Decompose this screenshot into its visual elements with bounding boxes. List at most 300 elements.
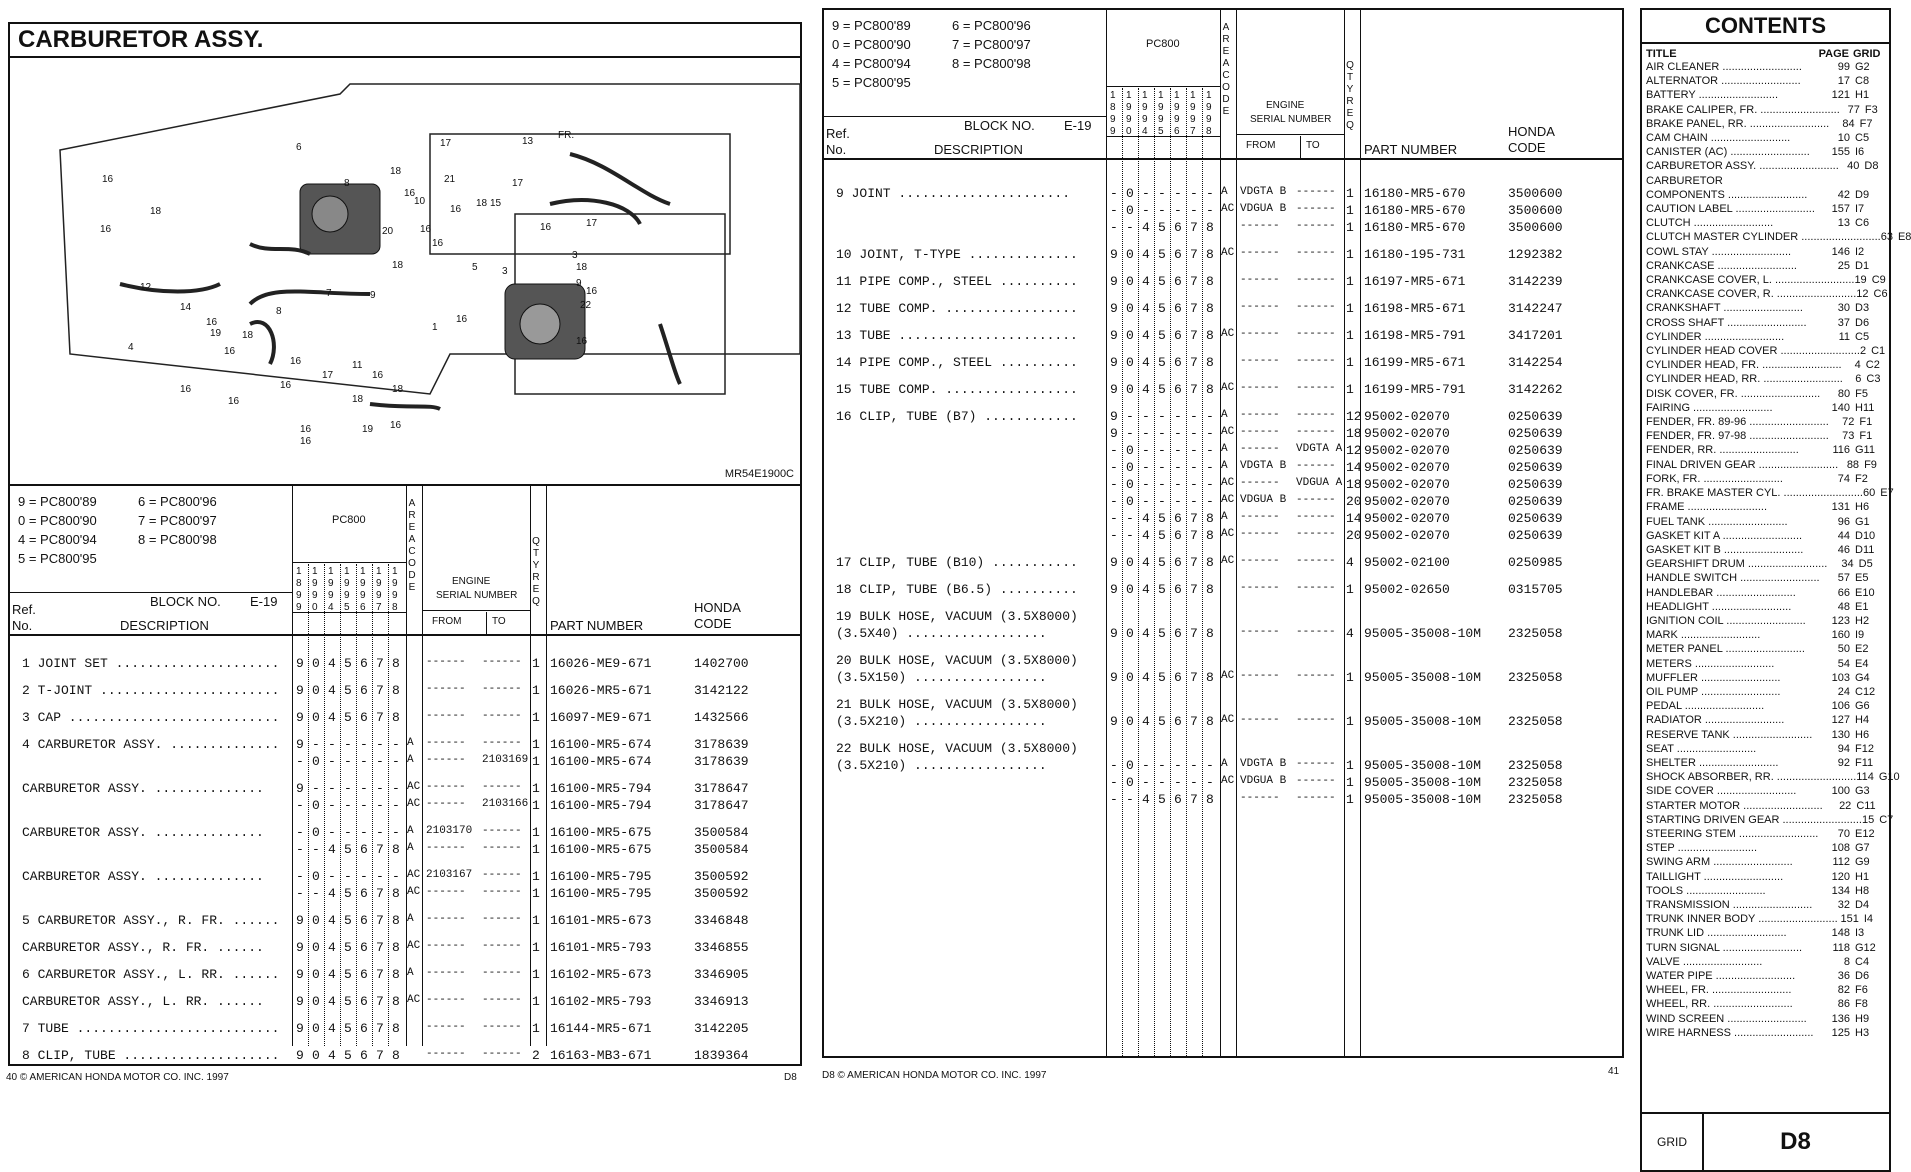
table-row — [10, 656, 800, 673]
row-model-mark: 0 — [312, 754, 320, 769]
row-model-mark: - — [1126, 528, 1134, 543]
contents-item-title: STEP .......................... — [1646, 842, 1758, 855]
contents-item-grid: H9 — [1855, 1012, 1870, 1025]
row-honda-code: 2325058 — [1508, 775, 1563, 790]
contents-item-grid: G4 — [1855, 671, 1870, 684]
row-model-mark: - — [1206, 426, 1214, 441]
row-model-mark: - — [1110, 443, 1118, 458]
row-qty: 20 — [1346, 528, 1362, 543]
row-model-mark: 8 — [392, 967, 400, 982]
row-model-mark: 0 — [1126, 186, 1134, 201]
row-area-code: A — [407, 842, 414, 854]
row-model-mark: 9 — [1110, 555, 1118, 570]
row-model-mark: 4 — [1142, 220, 1150, 235]
row-description: (3.5X210) ................. — [836, 714, 1047, 729]
contents-item — [1642, 500, 1889, 514]
contents-item-title: OIL PUMP .......................... — [1646, 685, 1781, 698]
contents-item-title: CYLINDER HEAD, FR. .......................... — [1646, 359, 1842, 372]
row-qty: 1 — [532, 886, 540, 901]
header-year-digit: 1 — [1110, 90, 1116, 101]
col-page: PAGE — [1818, 48, 1849, 60]
row-serial-from: 2103167 — [426, 869, 473, 881]
row-honda-code: 3346855 — [694, 940, 749, 955]
callout-number: 16 — [372, 370, 384, 381]
contents-item — [1642, 898, 1889, 912]
contents-item-page: 123 — [1831, 614, 1850, 627]
row-honda-code: 3500592 — [694, 869, 749, 884]
row-qty: 12 — [1346, 409, 1362, 424]
row-model-mark: - — [1206, 186, 1214, 201]
row-model-mark: - — [1110, 477, 1118, 492]
contents-item-grid: C11 — [1856, 799, 1876, 812]
row-serial-from: ------ — [426, 683, 466, 695]
row-model-mark: 5 — [344, 683, 352, 698]
contents-item-grid: D6 — [1855, 316, 1870, 329]
header-year-digit: 1 — [344, 566, 350, 577]
contents-item-grid: I2 — [1855, 245, 1865, 258]
row-model-mark: 6 — [360, 1021, 368, 1036]
row-part-number: 95005-35008-10M — [1364, 775, 1482, 790]
header-block-val: E-19 — [1064, 118, 1092, 133]
row-part-number: 16026-ME9-671 — [550, 656, 652, 671]
row-model-mark: - — [1174, 409, 1182, 424]
row-serial-to: ------ — [1296, 274, 1336, 286]
row-qty: 1 — [1346, 792, 1354, 807]
row-model-mark: 9 — [1110, 714, 1118, 729]
row-model-mark: - — [1110, 758, 1118, 773]
contents-item-page: 24 — [1837, 685, 1850, 698]
contents-item-grid: C2 — [1865, 359, 1880, 372]
contents-item-title: FINAL DRIVEN GEAR .......................... — [1646, 458, 1839, 471]
contents-item — [1642, 245, 1889, 259]
header-divider — [10, 634, 800, 636]
row-model-mark: - — [1190, 758, 1198, 773]
contents-item-title: CROSS SHAFT .......................... — [1646, 316, 1807, 329]
header-year-digit: 1 — [312, 566, 318, 577]
row-model-mark: - — [344, 737, 352, 752]
table-row — [824, 609, 1622, 641]
row-serial-from: VDGTA B — [1240, 758, 1287, 770]
row-qty: 1 — [1346, 301, 1354, 316]
row-part-number: 95005-35008-10M — [1364, 792, 1482, 807]
row-model-mark: 5 — [344, 842, 352, 857]
row-serial-from: ------ — [1240, 301, 1280, 313]
row-area-code: AC — [1221, 494, 1235, 506]
row-serial-to: ------ — [482, 683, 522, 695]
row-serial-to: ------ — [1296, 792, 1336, 804]
row-model-mark: 8 — [392, 886, 400, 901]
header-year-digit: 1 — [360, 566, 366, 577]
row-serial-from: VDGUA B — [1240, 494, 1287, 506]
row-qty: 1 — [1346, 670, 1354, 685]
contents-item — [1642, 543, 1889, 557]
row-model-mark: 6 — [360, 913, 368, 928]
contents-item — [1642, 486, 1894, 500]
row-model-mark: 4 — [328, 656, 336, 671]
contents-item-grid: E12 — [1855, 827, 1875, 840]
header-year-digit: 7 — [376, 602, 382, 613]
row-area-code: A — [1221, 758, 1228, 770]
contents-item — [1642, 941, 1889, 955]
row-serial-to: ------ — [1296, 582, 1336, 594]
contents-item-title: FENDER, FR. 89-96 .......................... — [1646, 416, 1829, 429]
row-description: 7 TUBE .......................... — [22, 1021, 280, 1036]
contents-item-page: 40 — [1847, 160, 1860, 173]
row-part-number: 95002-02070 — [1364, 528, 1450, 543]
contents-item-title: STARTING DRIVEN GEAR .......................... — [1646, 813, 1862, 826]
row-model-mark: - — [1142, 426, 1150, 441]
contents-item-title: TOOLS .......................... — [1646, 884, 1766, 897]
row-part-number: 16101-MR5-793 — [550, 940, 652, 955]
row-area-code: A — [407, 967, 414, 979]
row-serial-to: ------ — [1296, 714, 1336, 726]
row-honda-code: 3346848 — [694, 913, 749, 928]
row-model-mark: 0 — [1126, 670, 1134, 685]
row-area-code: A — [1221, 511, 1228, 523]
header-year-digit: 9 — [296, 590, 302, 601]
header-divider — [292, 562, 406, 563]
contents-item-title: HANDLE SWITCH .......................... — [1646, 572, 1820, 585]
row-area-code: AC — [1221, 555, 1235, 567]
header-divider — [1106, 136, 1220, 137]
row-model-mark: 6 — [1174, 247, 1182, 262]
row-model-mark: 6 — [1174, 382, 1182, 397]
row-qty: 12 — [1346, 443, 1362, 458]
row-model-mark: - — [1174, 203, 1182, 218]
contents-item-page: 112 — [1832, 856, 1850, 869]
callout-number: 16 — [300, 424, 312, 435]
model-legend — [18, 492, 278, 568]
row-serial-from: ------ — [1240, 528, 1280, 540]
legend-entry: 6 = PC800'96 — [952, 18, 1031, 33]
contents-item-grid: H6 — [1855, 728, 1870, 741]
callout-number: 18 — [390, 166, 402, 177]
contents-item-grid: G2 — [1855, 61, 1870, 73]
row-honda-code: 0250639 — [1508, 511, 1563, 526]
contents-item — [1642, 188, 1889, 202]
row-serial-to: ------ — [482, 940, 522, 952]
row-part-number: 16199-MR5-791 — [1364, 382, 1466, 397]
row-model-mark: 0 — [1126, 460, 1134, 475]
row-model-mark: - — [1190, 494, 1198, 509]
row-serial-to: ------ — [482, 869, 522, 881]
contents-item — [1642, 969, 1889, 983]
legend-entry: 9 = PC800'89 — [18, 494, 97, 509]
row-serial-from: ------ — [426, 842, 466, 854]
row-model-mark: 9 — [1110, 409, 1118, 424]
row-model-mark: - — [328, 737, 336, 752]
contents-item-page: 125 — [1831, 1026, 1850, 1039]
row-area-code: AC — [1221, 247, 1235, 259]
table-row — [10, 1048, 800, 1065]
contents-item-grid: E4 — [1855, 657, 1869, 670]
grid-label: GRID — [1642, 1114, 1704, 1170]
callout-number: 4 — [128, 342, 134, 353]
row-model-mark: - — [392, 825, 400, 840]
row-model-mark: 7 — [1190, 328, 1198, 343]
contents-item-title: MARK .......................... — [1646, 629, 1761, 642]
contents-item — [1642, 855, 1889, 869]
contents-item-page: 96 — [1837, 515, 1850, 528]
header-block-no: BLOCK NO. — [964, 118, 1035, 133]
row-model-mark: 8 — [1206, 511, 1214, 526]
table-row — [10, 869, 800, 886]
row-honda-code: 0250639 — [1508, 460, 1563, 475]
header-honda: HONDA — [1508, 124, 1555, 139]
contents-item-grid: F1 — [1859, 430, 1873, 443]
header-year-digit: 9 — [312, 578, 318, 589]
row-model-mark: 8 — [1206, 626, 1214, 641]
callout-number: 6 — [296, 142, 302, 153]
row-model-mark: 4 — [1142, 511, 1150, 526]
contents-item — [1642, 401, 1889, 415]
row-model-mark: - — [1126, 220, 1134, 235]
callout-number: 16 — [280, 380, 292, 391]
row-honda-code: 0250639 — [1508, 528, 1563, 543]
header-year-digit: 9 — [1206, 114, 1212, 125]
row-area-code: A — [407, 825, 414, 837]
row-model-mark: 8 — [1206, 382, 1214, 397]
row-model-mark: 4 — [328, 940, 336, 955]
column-divider — [486, 612, 487, 636]
table-row — [10, 940, 800, 957]
legend-entry: 0 = PC800'90 — [18, 513, 97, 528]
header-year-digit: 9 — [296, 602, 302, 613]
row-model-mark: 5 — [1158, 220, 1166, 235]
row-serial-to: ------ — [1296, 528, 1336, 540]
row-model-mark: 5 — [1158, 792, 1166, 807]
table-row — [824, 220, 1622, 237]
header-ref: Ref. — [12, 602, 36, 617]
row-part-number: 16180-MR5-670 — [1364, 186, 1466, 201]
legend-row — [18, 530, 278, 549]
header-year-digit: 9 — [1110, 126, 1116, 137]
row-model-mark: 4 — [328, 913, 336, 928]
row-model-mark: - — [392, 781, 400, 796]
row-area-code: AC — [1221, 714, 1235, 726]
row-model-mark: 7 — [1190, 626, 1198, 641]
row-model-mark: - — [1110, 494, 1118, 509]
contents-item-title: SHELTER .......................... — [1646, 756, 1779, 769]
contents-item — [1642, 443, 1889, 457]
contents-item-grid: E7 — [1880, 487, 1894, 500]
row-model-mark: 4 — [328, 710, 336, 725]
row-honda-code: 2325058 — [1508, 670, 1563, 685]
contents-item — [1642, 174, 1889, 188]
row-model-mark: - — [1174, 775, 1182, 790]
header-divider — [292, 612, 406, 613]
contents-item — [1642, 1012, 1889, 1026]
row-serial-from: ------ — [1240, 511, 1280, 523]
contents-item-page: 84 — [1842, 117, 1855, 130]
row-model-mark: 4 — [328, 886, 336, 901]
row-serial-to: ------ — [1296, 670, 1336, 682]
row-area-code: A — [407, 754, 414, 766]
header-divider — [422, 610, 530, 611]
table-row — [10, 967, 800, 984]
row-model-mark: - — [1142, 443, 1150, 458]
row-honda-code: 3346913 — [694, 994, 749, 1009]
row-model-mark: 6 — [1174, 792, 1182, 807]
row-qty: 1 — [1346, 247, 1354, 262]
callout-number: 10 — [414, 196, 426, 207]
row-model-mark: - — [1142, 758, 1150, 773]
row-serial-from: ------ — [426, 1048, 466, 1060]
contents-item — [1642, 202, 1889, 216]
contents-item — [1642, 330, 1889, 344]
row-model-mark: 6 — [360, 683, 368, 698]
callout-number: 17 — [440, 138, 452, 149]
contents-item-title: FUEL TANK .......................... — [1646, 515, 1788, 528]
row-area-code: AC — [407, 869, 421, 881]
row-serial-from: ------ — [426, 1021, 466, 1033]
row-qty: 1 — [1346, 186, 1354, 201]
row-serial-from: ------ — [426, 886, 466, 898]
row-part-number: 95005-35008-10M — [1364, 626, 1482, 641]
row-model-mark: 5 — [344, 886, 352, 901]
row-model-mark: - — [328, 781, 336, 796]
row-serial-to: ------ — [482, 1048, 522, 1060]
contents-item-title: FAIRING .......................... — [1646, 401, 1773, 414]
row-model-mark: - — [376, 737, 384, 752]
row-area-code: A — [1221, 443, 1228, 455]
row-model-mark: - — [1190, 460, 1198, 475]
row-model-mark: 0 — [312, 825, 320, 840]
callout-number: 3 — [572, 250, 578, 261]
contents-item-grid: H8 — [1855, 884, 1870, 897]
contents-item-grid: H1 — [1855, 89, 1870, 102]
header-engine: ENGINE — [1266, 100, 1305, 111]
row-model-mark: - — [1110, 792, 1118, 807]
header-area-code: AREA CODE — [408, 498, 416, 593]
row-serial-to: ------ — [1296, 758, 1336, 770]
row-model-mark: 8 — [1206, 274, 1214, 289]
table-row — [10, 781, 800, 798]
table-row — [824, 426, 1622, 443]
row-model-mark: - — [296, 886, 304, 901]
row-serial-to: ------ — [482, 656, 522, 668]
row-qty: 4 — [1346, 626, 1354, 641]
row-model-mark: 8 — [1206, 714, 1214, 729]
callout-number: 5 — [472, 262, 478, 273]
contents-item-page: 25 — [1837, 259, 1850, 272]
row-description: (3.5X40) .................. — [836, 626, 1047, 641]
contents-item-page: 82 — [1837, 984, 1850, 997]
table-row — [824, 301, 1622, 318]
row-model-mark: - — [296, 869, 304, 884]
row-model-mark: 8 — [392, 842, 400, 857]
row-model-mark: 7 — [1190, 382, 1198, 397]
row-part-number: 95002-02070 — [1364, 460, 1450, 475]
row-serial-to: ------ — [1296, 220, 1336, 232]
row-model-mark: 8 — [1206, 555, 1214, 570]
header-area-code: AREA CODE — [1222, 22, 1230, 117]
row-model-mark: 5 — [1158, 355, 1166, 370]
contents-item — [1642, 216, 1889, 230]
row-model-mark: 4 — [1142, 301, 1150, 316]
table-row — [824, 653, 1622, 685]
row-model-mark: 8 — [392, 994, 400, 1009]
row-model-mark: 0 — [1126, 328, 1134, 343]
contents-item-page: 46 — [1837, 543, 1850, 556]
row-model-mark: 4 — [1142, 247, 1150, 262]
contents-item — [1642, 145, 1889, 159]
table-row — [824, 697, 1622, 729]
contents-header — [1642, 48, 1889, 60]
row-serial-to: ------ — [482, 1021, 522, 1033]
header-qty-req: QTY REQ — [1346, 60, 1354, 131]
row-model-mark: 7 — [376, 842, 384, 857]
header-year-digit: 5 — [344, 602, 350, 613]
row-model-mark: 7 — [1190, 274, 1198, 289]
contents-item-title: CRANKCASE .......................... — [1646, 259, 1797, 272]
contents-item-page: 108 — [1831, 842, 1850, 855]
header-year-digit: 1 — [376, 566, 382, 577]
row-serial-from: ------ — [426, 754, 466, 766]
contents-item-title: FORK, FR. .......................... — [1646, 472, 1783, 485]
row-description: 8 CLIP, TUBE .................... — [22, 1048, 280, 1063]
contents-item-page: 4 — [1854, 359, 1861, 372]
contents-item-page: 50 — [1837, 643, 1850, 656]
row-area-code: AC — [407, 940, 421, 952]
row-qty: 4 — [1346, 555, 1354, 570]
contents-item — [1642, 358, 1889, 372]
contents-item-title: WHEEL, RR. .......................... — [1646, 998, 1793, 1011]
row-qty: 1 — [532, 994, 540, 1009]
row-serial-to: ------ — [1296, 409, 1336, 421]
contents-item-page: 48 — [1837, 600, 1850, 613]
row-part-number: 16144-MR5-671 — [550, 1021, 652, 1036]
contents-item-title: SWING ARM .......................... — [1646, 856, 1793, 869]
contents-item-grid: C7 — [1879, 813, 1894, 826]
row-description: 5 CARBURETOR ASSY., R. FR. ...... — [22, 913, 280, 928]
row-serial-from: ------ — [1240, 443, 1280, 455]
row-honda-code: 3500584 — [694, 825, 749, 840]
contents-item-page: 44 — [1837, 529, 1850, 542]
contents-item-title: TRUNK LID .......................... — [1646, 927, 1787, 940]
contents-item-page: 13 — [1837, 217, 1850, 230]
header-code: CODE — [1508, 140, 1546, 155]
grid-value: D8 — [1780, 1128, 1811, 1155]
contents-item-title: METERS .......................... — [1646, 657, 1775, 670]
contents-item-title: METER PANEL .......................... — [1646, 643, 1805, 656]
row-area-code: AC — [1221, 775, 1235, 787]
row-model-mark: - — [1126, 511, 1134, 526]
callout-number: 14 — [180, 302, 192, 313]
row-model-mark: 7 — [1190, 555, 1198, 570]
row-model-mark: - — [1158, 775, 1166, 790]
row-serial-to: 2103169 — [482, 754, 529, 766]
row-serial-from: ------ — [1240, 328, 1280, 340]
table-row — [824, 382, 1622, 399]
row-serial-to: ------ — [482, 710, 522, 722]
row-honda-code: 2325058 — [1508, 792, 1563, 807]
row-serial-to: ------ — [1296, 203, 1336, 215]
row-model-mark: 9 — [296, 1048, 304, 1063]
row-model-mark: 7 — [376, 994, 384, 1009]
row-description: 12 TUBE COMP. ................. — [836, 301, 1078, 316]
row-serial-from: ------ — [426, 994, 466, 1006]
contents-item-grid: E10 — [1855, 586, 1875, 599]
contents-item-grid: F7 — [1859, 117, 1873, 130]
contents-item-grid: G12 — [1855, 941, 1876, 954]
callout-number: 16 — [290, 356, 302, 367]
row-model-mark: 9 — [1110, 382, 1118, 397]
row-model-mark: 0 — [1126, 203, 1134, 218]
contents-item — [1642, 344, 1889, 358]
contents-item-grid: C6 — [1855, 217, 1870, 230]
contents-item-page: 36 — [1837, 970, 1850, 982]
